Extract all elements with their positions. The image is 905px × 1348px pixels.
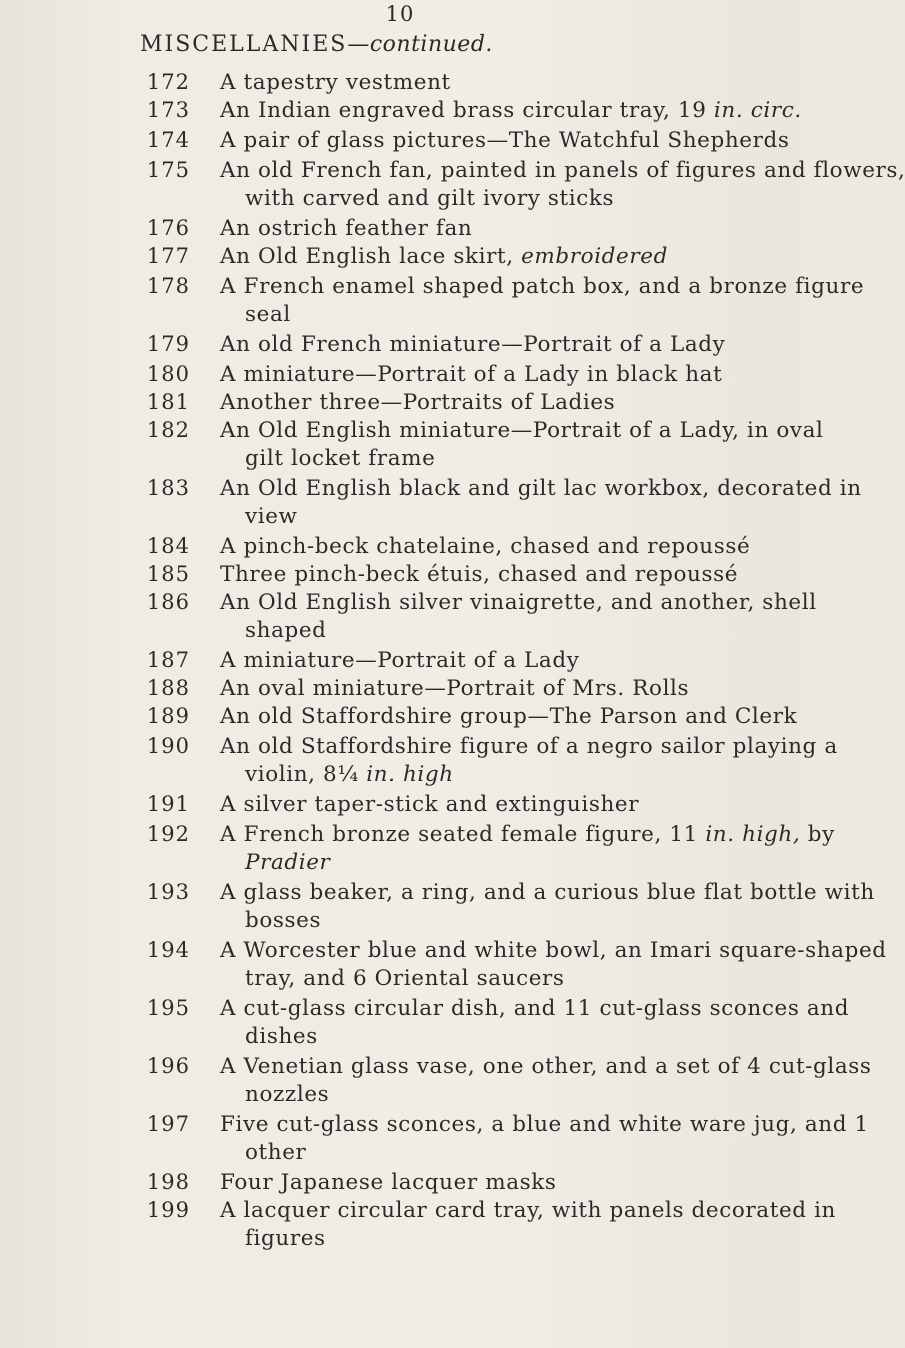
section-title-text: MISCELLANIES bbox=[140, 32, 348, 57]
lot-description: Three pinch-beck étuis, chased and repoussé bbox=[220, 562, 739, 587]
lot-description: A silver taper-stick and extinguisher bbox=[220, 792, 640, 817]
lot-description-continued: gilt locket frame bbox=[245, 446, 436, 471]
lot-description: A French bronze seated female figure, 11 in. high, by bbox=[220, 822, 835, 847]
lot-number: 172 bbox=[146, 70, 190, 94]
lot-number: 190 bbox=[146, 734, 190, 758]
lot-description-continued: tray, and 6 Oriental saucers bbox=[245, 966, 565, 991]
lot-number: 199 bbox=[146, 1198, 190, 1222]
lot-description-continued: with carved and gilt ivory sticks bbox=[245, 186, 615, 211]
lot-description-continued: shaped bbox=[245, 618, 327, 643]
lot-number: 195 bbox=[146, 996, 190, 1020]
lot-description: An Indian engraved brass circular tray, 19 in. circ. bbox=[220, 98, 802, 123]
lot-number: 187 bbox=[146, 648, 190, 672]
lot-number: 192 bbox=[146, 822, 190, 846]
lot-description: A lacquer circular card tray, with panels decorated in bbox=[220, 1198, 837, 1223]
lot-number: 174 bbox=[146, 128, 190, 152]
lot-number: 175 bbox=[146, 158, 190, 182]
lot-description: Four Japanese lacquer masks bbox=[220, 1170, 557, 1195]
lot-number: 183 bbox=[146, 476, 190, 500]
lot-description-continued: other bbox=[245, 1140, 307, 1165]
lot-description: An old French miniature—Portrait of a Lady bbox=[220, 332, 726, 357]
lot-number: 173 bbox=[146, 98, 190, 122]
lot-number: 176 bbox=[146, 216, 190, 240]
lot-description: An Old English lace skirt, embroidered bbox=[220, 244, 668, 269]
lot-number: 177 bbox=[146, 244, 190, 268]
lot-description-continued: dishes bbox=[245, 1024, 318, 1049]
lot-description: A French enamel shaped patch box, and a bronze figure bbox=[220, 274, 865, 299]
lot-description: Five cut-glass sconces, a blue and white ware jug, and 1 bbox=[220, 1112, 869, 1137]
lot-description: A Venetian glass vase, one other, and a set of 4 cut-glass bbox=[220, 1054, 872, 1079]
lot-description: A cut-glass circular dish, and 11 cut-glass sconces and bbox=[220, 996, 850, 1021]
lot-description: A miniature—Portrait of a Lady bbox=[220, 648, 580, 673]
lot-description-continued: Pradier bbox=[245, 850, 331, 875]
lot-number: 184 bbox=[146, 534, 190, 558]
lot-number: 188 bbox=[146, 676, 190, 700]
lot-description: An Old English miniature—Portrait of a Lady, in oval bbox=[220, 418, 824, 443]
lot-description: A pair of glass pictures—The Watchful Shepherds bbox=[220, 128, 790, 153]
lot-number: 181 bbox=[146, 390, 190, 414]
lot-description-continued: seal bbox=[245, 302, 291, 327]
lot-description: A miniature—Portrait of a Lady in black hat bbox=[220, 362, 723, 387]
lot-description: An ostrich feather fan bbox=[220, 216, 473, 241]
lot-number: 178 bbox=[146, 274, 190, 298]
lot-description: An oval miniature—Portrait of Mrs. Rolls bbox=[220, 676, 690, 701]
lot-description: Another three—Portraits of Ladies bbox=[220, 390, 616, 415]
lot-description-continued: figures bbox=[245, 1226, 326, 1251]
lot-description: An old Staffordshire group—The Parson and Clerk bbox=[220, 704, 798, 729]
lot-description: An old French fan, painted in panels of figures and flowers, bbox=[220, 158, 905, 183]
lot-number: 196 bbox=[146, 1054, 190, 1078]
lot-number: 189 bbox=[146, 704, 190, 728]
lot-description: A pinch-beck chatelaine, chased and repoussé bbox=[220, 534, 751, 559]
lot-number: 180 bbox=[146, 362, 190, 386]
lot-number: 179 bbox=[146, 332, 190, 356]
section-title bbox=[140, 32, 493, 57]
lot-description: An Old English black and gilt lac workbox, decorated in bbox=[220, 476, 862, 501]
lot-description-continued: view bbox=[245, 504, 298, 529]
lot-description: An Old English silver vinaigrette, and another, shell bbox=[220, 590, 817, 615]
lot-description-continued: bosses bbox=[245, 908, 322, 933]
lot-number: 186 bbox=[146, 590, 190, 614]
lot-number: 185 bbox=[146, 562, 190, 586]
section-title-suffix: —continued. bbox=[347, 32, 493, 57]
lot-description: A tapestry vestment bbox=[220, 70, 451, 95]
lot-description: A glass beaker, a ring, and a curious blue flat bottle with bbox=[220, 880, 875, 905]
lot-description: A Worcester blue and white bowl, an Imari square-shaped bbox=[220, 938, 887, 963]
lot-number: 198 bbox=[146, 1170, 190, 1194]
lot-description-continued: nozzles bbox=[245, 1082, 330, 1107]
lot-description-continued: violin, 8¼ in. high bbox=[245, 762, 454, 787]
lot-number: 182 bbox=[146, 418, 190, 442]
lot-number: 193 bbox=[146, 880, 190, 904]
lot-number: 197 bbox=[146, 1112, 190, 1136]
lot-number: 194 bbox=[146, 938, 190, 962]
lot-description: An old Staffordshire figure of a negro sailor playing a bbox=[220, 734, 838, 759]
lot-number: 191 bbox=[146, 792, 190, 816]
page-number: 10 bbox=[385, 2, 415, 26]
